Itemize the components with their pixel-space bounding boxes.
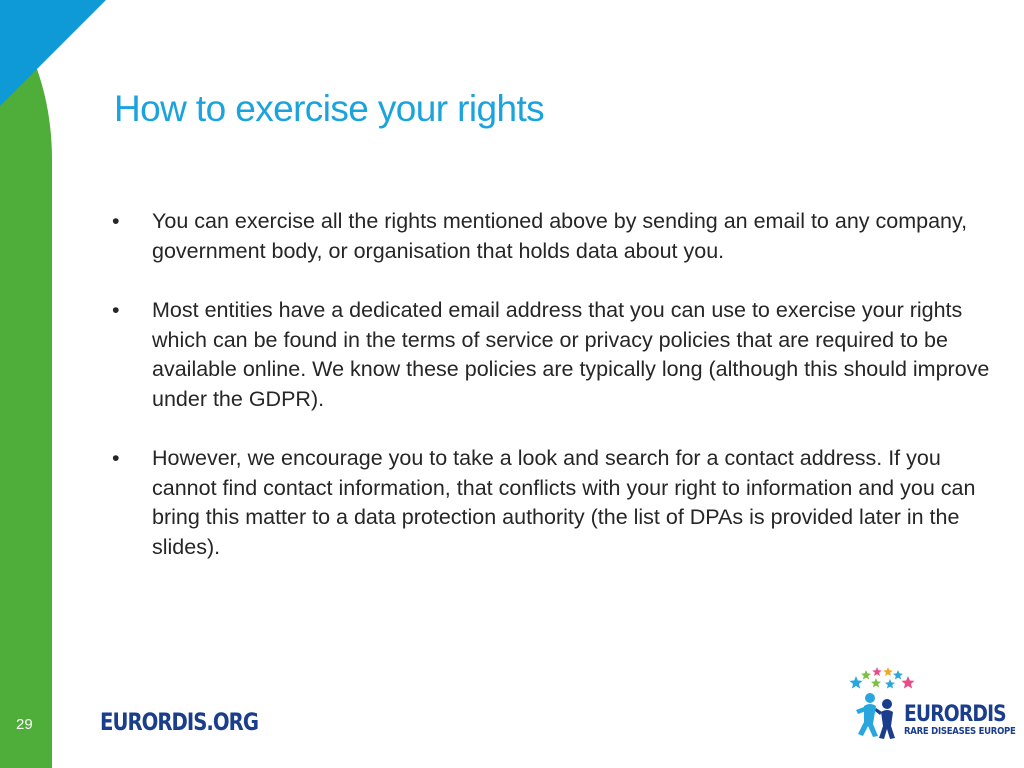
bullet-list	[112, 207, 992, 592]
bullet-text: You can exercise all the rights mentioned above by sending an email to any company, government body, or organisation that holds data about you.	[152, 209, 968, 263]
bullet-item	[112, 296, 992, 414]
eurordis-logo	[842, 664, 1016, 744]
bullet-item	[112, 444, 992, 562]
footer-url: EURORDIS.ORG	[100, 708, 259, 736]
bullet-icon: •	[112, 298, 120, 322]
bullet-text: Most entities have a dedicated email address that you can use to exercise your rights which can be found in the terms of service or privacy policies that are required to be available online. We know these policies are typically long (although this should improve under the GDPR).	[152, 298, 990, 411]
bullet-item	[112, 207, 992, 266]
left-green-bar	[0, 0, 52, 768]
logo-wordmark: EURORDIS	[904, 702, 1006, 727]
slide-title: How to exercise your rights	[114, 88, 545, 129]
logo-tagline: RARE DISEASES EUROPE	[904, 726, 1016, 737]
bullet-icon: •	[112, 209, 120, 233]
bullet-icon: •	[112, 446, 120, 470]
corner-triangle	[0, 0, 106, 106]
page-number: 29	[16, 716, 33, 733]
bullet-text: However, we encourage you to take a look and search for a contact address. If you cannot find contact information, that conflicts with your right to information and you can bring this matter to a data protection authority (the list of DPAs is provided later in the slides).	[152, 446, 976, 559]
